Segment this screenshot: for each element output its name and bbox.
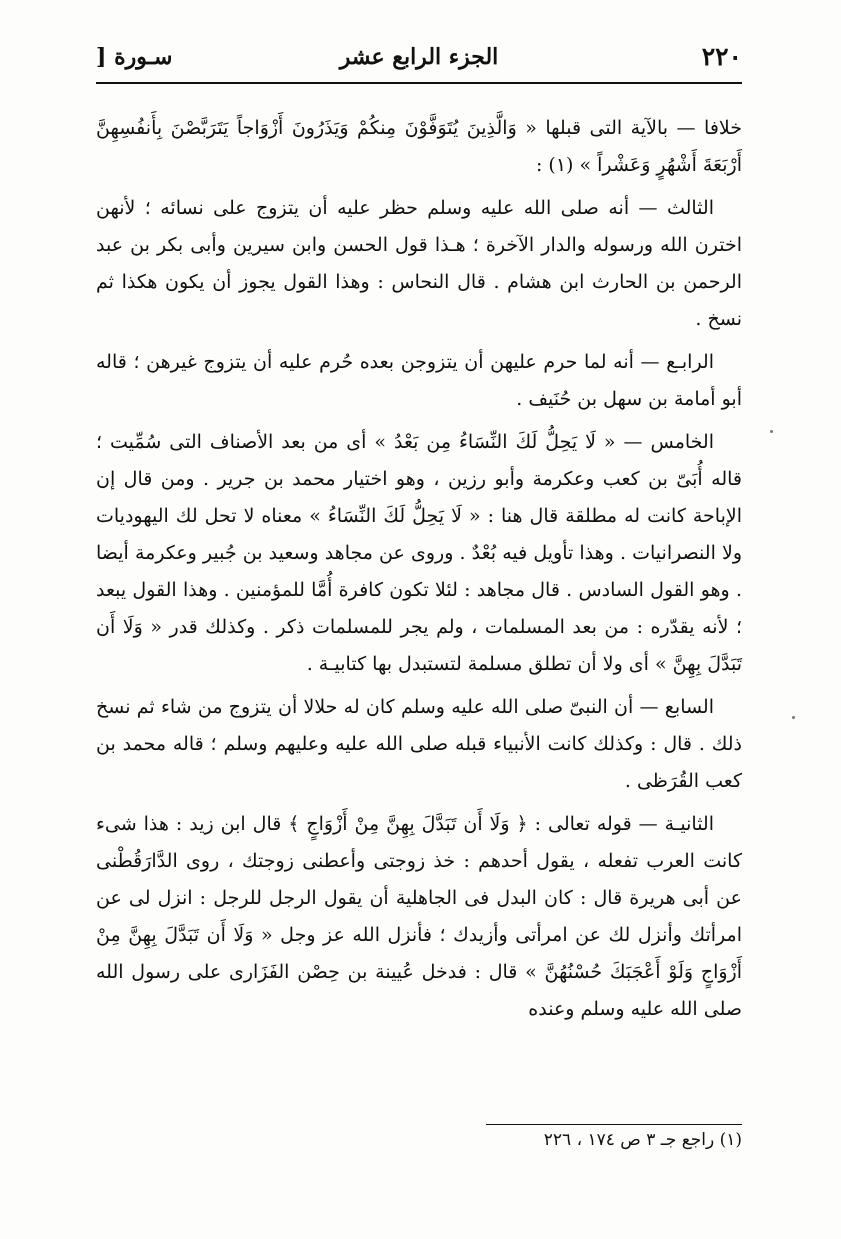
page-header (96, 40, 742, 80)
paragraph-verse-continuation: خلافا — بالآية التى قبلها « وَالَّذِينَ يُتَوَفَّوْنَ مِنكُمْ وَيَذَرُونَ أَزْوَاجاً يَتَرَبَّصْنَ بِأَنفُسِهِنَّ أَرْبَعَةَ أَشْهُرٍ وَعَشْراً » (١) : (96, 117, 742, 176)
footnote: (١) راجع جـ ٣ ص ١٧٤ ، ٢٢٦ (543, 1130, 742, 1150)
footnote-rule (486, 1124, 742, 1125)
paragraph-fifth-opinion: الخامس — « لَا يَحِلُّ لَكَ النِّسَاءُ مِن بَعْدُ » أى من بعد الأصناف التى سُمِّيت ؛ قاله أُبَىّ بن كعب وعكرمة وأبو رزين ، وهو اختيار محمد بن جرير . ومن قال إن الإباحة كانت له مطلقة قال هنا : « لَا يَحِلُّ لَكَ النِّسَاءُ » معناه لا تحل لك اليهوديات ولا النصرانيات . وهذا تأويل فيه بُعْدٌ . وروى عن مجاهد وسعيد بن جُبير وعكرمة أيضا . وهو القول السادس . قال مجاهد : لئلا تكون كافرة أُمَّا للمؤمنين . وهذا القول يبعد ؛ لأنه يقدّره : من بعد المسلمات ، ولم يجر للمسلمات ذكر . وكذلك قدر « وَلَا أَن تَبَدَّلَ بِهِنَّ » أى ولا أن تطلق مسلمة لتستبدل بها كتابيـة . (96, 431, 742, 675)
paragraph-seventh-opinion: السابع — أن النبىّ صلى الله عليه وسلم كان له حلالا أن يتزوج من شاء ثم نسخ ذلك . قال : وكذلك كانت الأنبياء قبله صلى الله عليه وعليهم وسلم ؛ قاله محمد بن كعب القُرَظى . (96, 696, 742, 792)
header-rule (96, 82, 742, 84)
scan-speck (792, 716, 795, 719)
body-text (96, 110, 742, 1034)
paragraph-second-issue: الثانيـة — قوله تعالى : ﴿ وَلَا أَن تَبَدَّلَ بِهِنَّ مِنْ أَزْوَاجٍ ﴾ قال ابن زيد : هذا شىء كانت العرب تفعله ، يقول أحدهم : خذ زوجتى وأعطنى زوجتك ، روى الدَّارَقُطْنى عن أبى هريرة قال : كان البدل فى الجاهلية أن يقول الرجل للرجل : انزل لى عن امرأتك وأنزل لك عن امرأتى وأزيدك ؛ فأنزل الله عز وجل « وَلَا أَن تَبَدَّلَ بِهِنَّ مِنْ أَزْوَاجٍ وَلَوْ أَعْجَبَكَ حُسْنُهُنَّ » قال : فدخل عُيينة بن حِصْن الفَزَارى على رسول الله صلى الله عليه وسلم وعنده (96, 813, 742, 1020)
page-number: ٢٢٠ (701, 42, 742, 71)
paragraph-third-opinion: الثالث — أنه صلى الله عليه وسلم حظر عليه أن يتزوج على نسائه ؛ لأنهن اخترن الله ورسوله والدار الآخرة ؛ هـذا قول الحسن وابن سيرين وأبى بكر بن عبد الرحمن بن الحارث ابن هشام . قال النحاس : وهذا القول يجوز أن يكون هكذا ثم نسخ . (96, 197, 742, 330)
running-title: الجزء الرابع عشر (339, 44, 499, 70)
paragraph-fourth-opinion: الرابـع — أنه لما حرم عليهن أن يتزوجن بعده حُرم عليه أن يتزوج غيرهن ؛ قاله أبو أمامة بن سهل بن حُنَيف . (96, 351, 742, 410)
scan-speck (770, 430, 773, 433)
surah-label: سـورة [ (96, 44, 173, 70)
